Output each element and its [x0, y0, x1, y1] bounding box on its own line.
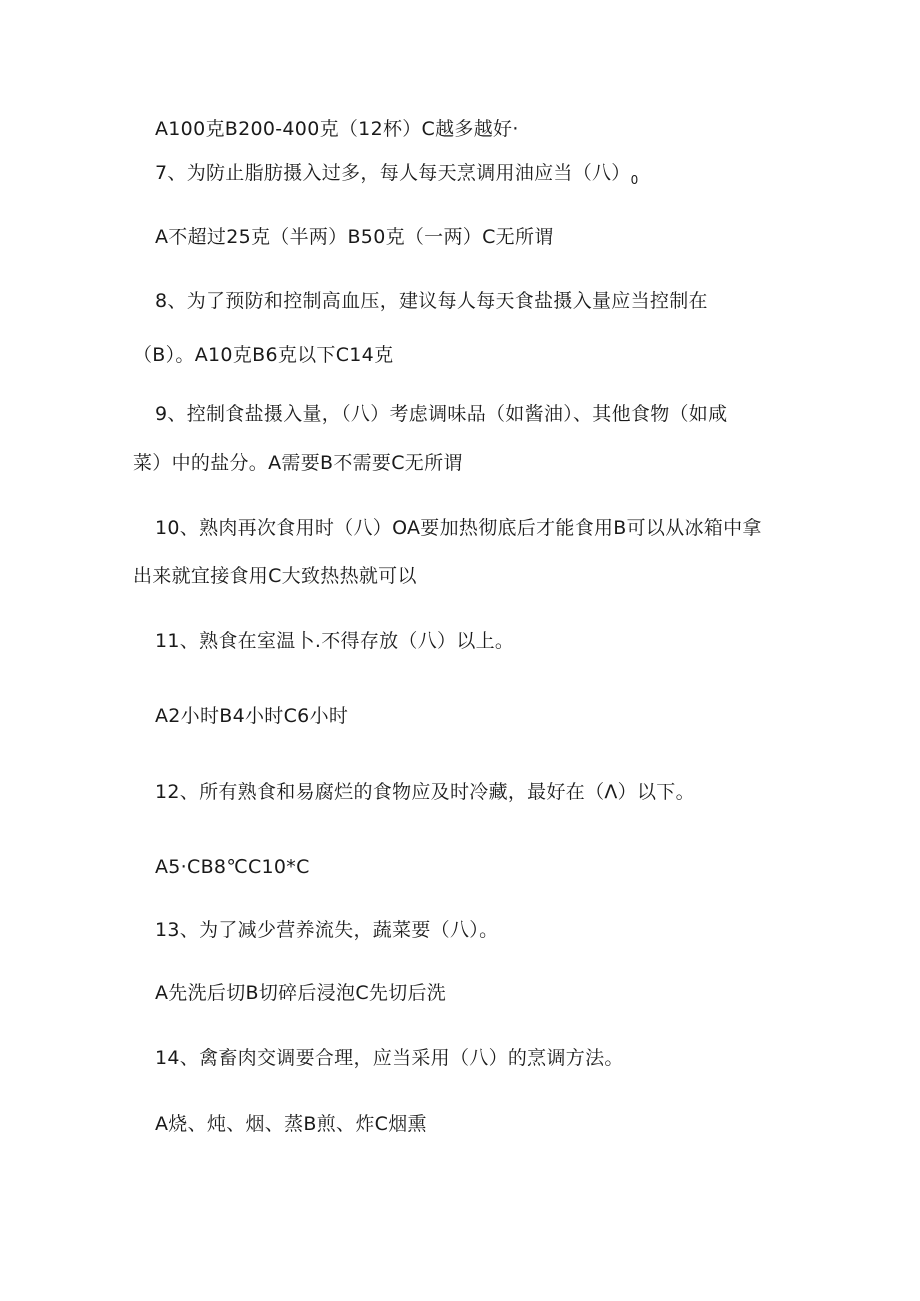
answer-options-q12: A5·CB8℃C10*C [155, 856, 310, 878]
question-11: 11、熟食在室温卜.不得存放（八）以上。 [155, 630, 515, 652]
question-10: 10、熟肉再次食用时（八）OA要加热彻底后才能食用B可以从冰箱中拿 [155, 517, 762, 539]
question-7-suffix: 0 [630, 173, 639, 187]
question-10-answers: 出来就宜接食用C大致热热就可以 [133, 565, 417, 587]
answer-options-q14: A烧、炖、烟、蒸B煎、炸C烟熏 [155, 1113, 427, 1135]
answer-options-q11: A2小时B4小时C6小时 [155, 705, 349, 727]
answer-options-q13: A先洗后切B切碎后浸泡C先切后洗 [155, 982, 447, 1004]
question-9-answers: 菜）中的盐分。A需要B不需要C无所谓 [133, 452, 463, 474]
question-14: 14、禽畜肉交调要合理，应当采用（八）的烹调方法。 [155, 1047, 624, 1069]
answer-options-q6: A100克B200-400克（12杯）C越多越好· [155, 118, 519, 140]
question-8-answers: （B）。A10克B6克以下C14克 [133, 344, 394, 366]
question-9: 9、控制食盐摄入量，（八）考虑调味品（如酱油）、其他食物（如咸 [155, 403, 728, 425]
question-13: 13、为了减少营养流失，蔬菜要（八）。 [155, 919, 499, 941]
question-8: 8、为了预防和控制高血压，建议每人每天食盐摄入量应当控制在 [155, 290, 708, 312]
question-7-text: 7、为防止脂肪摄入过多，每人每天烹调用油应当（八） [155, 162, 631, 184]
question-7 [155, 160, 639, 193]
question-12: 12、所有熟食和易腐烂的食物应及时冷藏，最好在（Λ）以下。 [155, 781, 695, 803]
answer-options-q7: A不超过25克（半两）B50克（一两）C无所谓 [155, 226, 554, 248]
